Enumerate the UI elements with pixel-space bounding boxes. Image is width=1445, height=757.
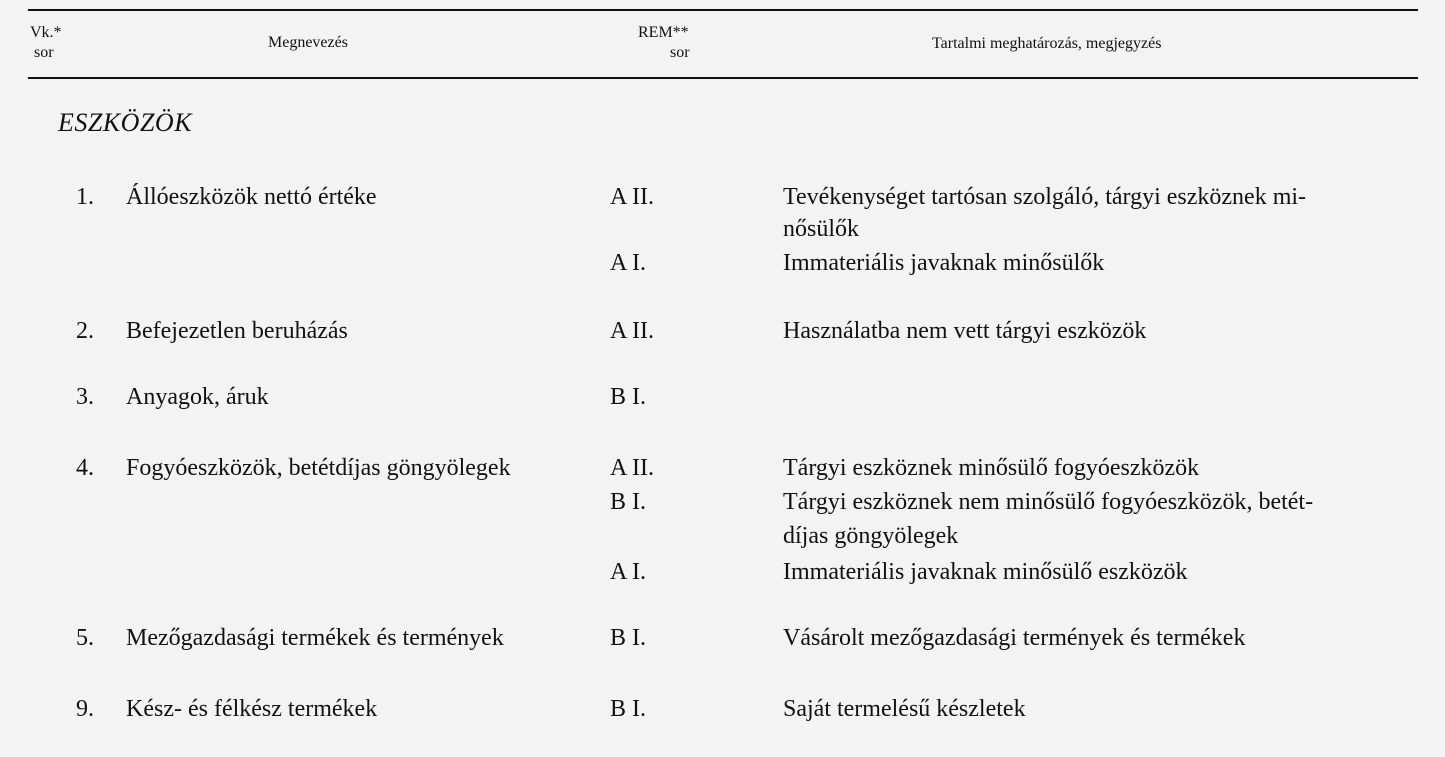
row-1b-rem: A I. bbox=[610, 250, 646, 276]
row-4-number: 4. bbox=[76, 455, 94, 481]
row-9-name: Kész- és félkész termékek bbox=[126, 696, 378, 722]
row-1-description: Tevékenységet tartósan szolgáló, tárgyi eszköznek mi- bbox=[783, 184, 1307, 210]
row-3-name: Anyagok, áruk bbox=[126, 384, 269, 410]
header-vk-row bbox=[30, 23, 90, 63]
row-1-description-cont: nősülők bbox=[783, 216, 860, 242]
row-4b-description: Tárgyi eszköznek nem minősülő fogyóeszközök, betét- bbox=[783, 489, 1314, 515]
row-5-name: Mezőgazdasági termékek és termények bbox=[126, 625, 504, 651]
row-2-name: Befejezetlen beruházás bbox=[126, 318, 348, 344]
row-5-description: Vásárolt mezőgazdasági termények és termékek bbox=[783, 625, 1246, 651]
header-vk-sor: sor bbox=[34, 44, 54, 61]
row-4c-rem: A I. bbox=[610, 559, 646, 585]
header-description: Tartalmi meghatározás, megjegyzés bbox=[932, 35, 1162, 52]
header-rem-row bbox=[638, 23, 718, 63]
row-4-rem: A II. bbox=[610, 455, 654, 481]
header-name: Megnevezés bbox=[268, 34, 348, 51]
row-4c-description: Immateriális javaknak minősülő eszközök bbox=[783, 559, 1188, 585]
row-5-number: 5. bbox=[76, 625, 94, 651]
row-2-rem: A II. bbox=[610, 318, 654, 344]
row-4-name: Fogyóeszközök, betétdíjas göngyölegek bbox=[126, 455, 511, 481]
row-9-number: 9. bbox=[76, 696, 94, 722]
row-4b-rem: B I. bbox=[610, 489, 646, 515]
row-2-number: 2. bbox=[76, 318, 94, 344]
row-9-description: Saját termelésű készletek bbox=[783, 696, 1026, 722]
table-top-rule bbox=[28, 9, 1418, 11]
row-2-description: Használatba nem vett tárgyi eszközök bbox=[783, 318, 1147, 344]
row-3-number: 3. bbox=[76, 384, 94, 410]
header-vk-label: Vk.* bbox=[30, 24, 62, 41]
header-bottom-rule bbox=[28, 77, 1418, 79]
row-9-rem: B I. bbox=[610, 696, 646, 722]
row-5-rem: B I. bbox=[610, 625, 646, 651]
header-rem-label: REM** bbox=[638, 24, 689, 41]
section-title: ESZKÖZÖK bbox=[58, 108, 193, 137]
row-3-rem: B I. bbox=[610, 384, 646, 410]
row-1-number: 1. bbox=[76, 184, 94, 210]
row-4-description: Tárgyi eszköznek minősülő fogyóeszközök bbox=[783, 455, 1200, 481]
row-4b-description-cont: díjas göngyölegek bbox=[783, 523, 959, 549]
row-1-rem: A II. bbox=[610, 184, 654, 210]
row-1b-description: Immateriális javaknak minősülők bbox=[783, 250, 1105, 276]
row-1-name: Állóeszközök nettó értéke bbox=[126, 184, 377, 210]
header-rem-sor: sor bbox=[670, 44, 690, 61]
